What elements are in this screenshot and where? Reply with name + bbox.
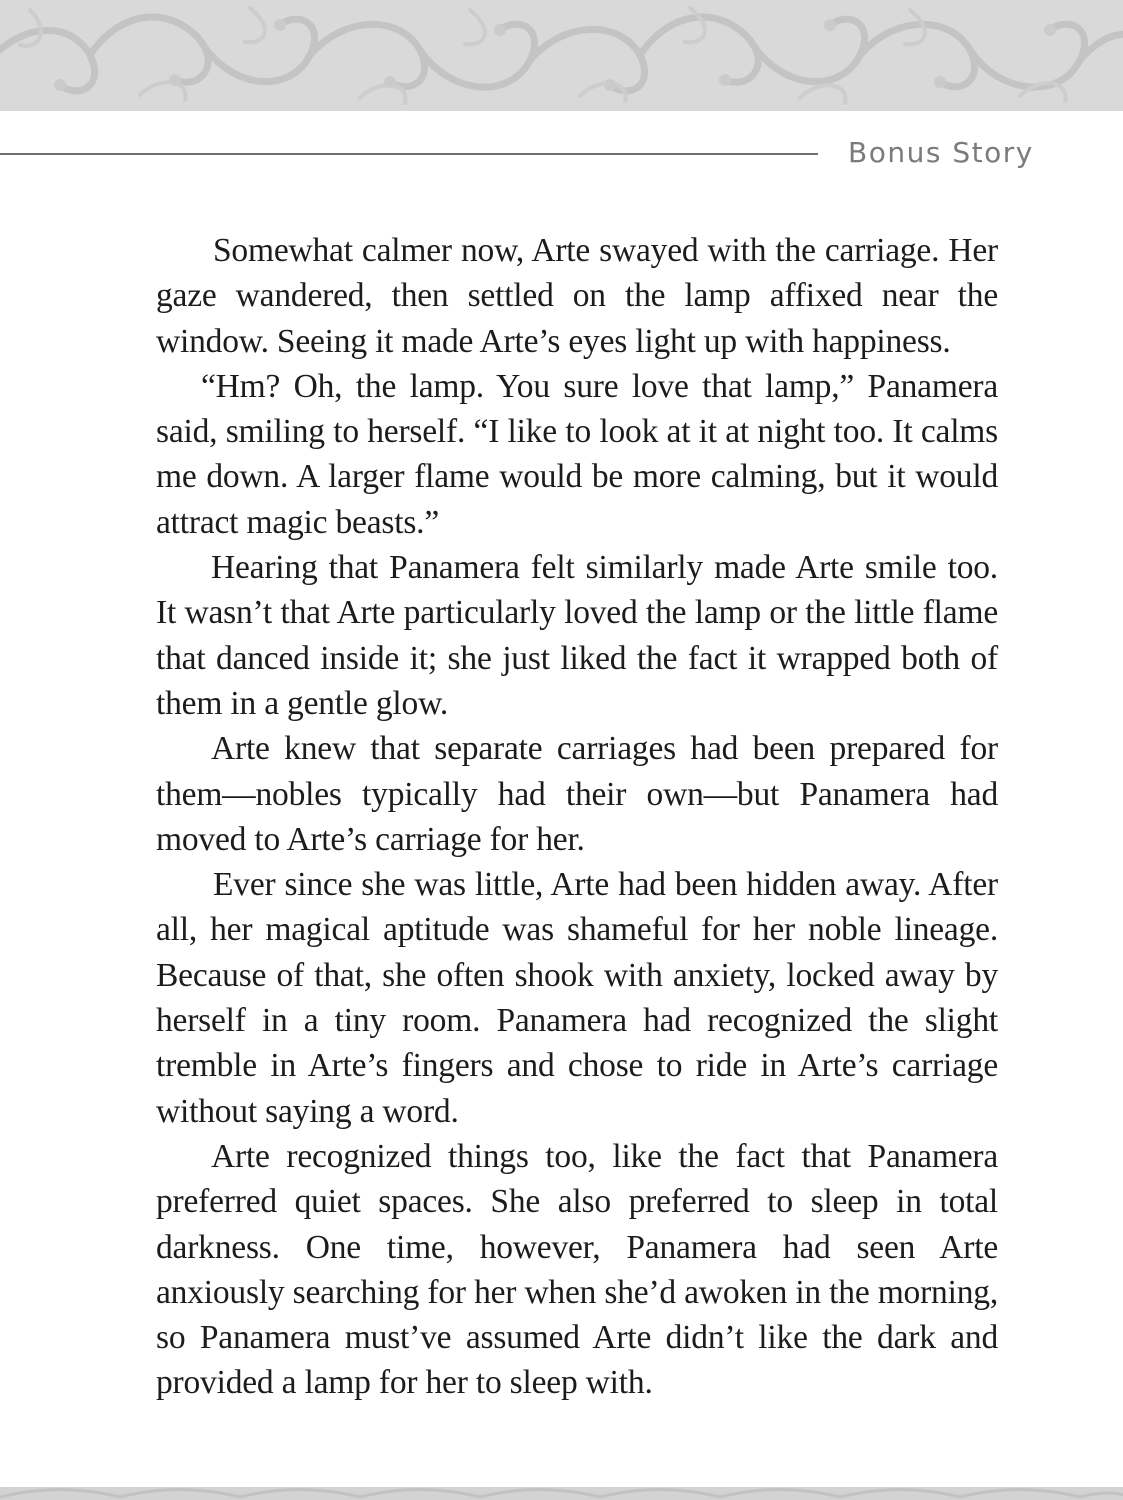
paragraph: “Hm? Oh, the lamp. You sure love that lamp,” Panamera said, smiling to herself. “I like to look at it at night too. It calms me down. A larger flame would be more calming, but it would attract magic beasts.”: [156, 367, 998, 541]
ornament-pattern: [0, 0, 1123, 111]
running-header: Bonus Story: [848, 136, 1034, 169]
paragraph: Hearing that Panamera felt similarly made Arte smile too. It wasn’t that Arte particularly loved the lamp or the little flame that danced inside it; she just liked the fact it wrapped both of them in a gentle glow.: [156, 549, 998, 722]
paragraph: Somewhat calmer now, Arte swayed with the carriage. Her gaze wandered, then settled on the lamp affixed near the window. Seeing it made Arte’s eyes light up with happiness.: [156, 232, 998, 360]
ornament-pattern-bottom: [0, 1487, 1123, 1500]
story-body: [156, 228, 998, 1406]
decorative-top-banner: [0, 0, 1123, 111]
paragraph: Arte knew that separate carriages had been prepared for them—nobles typically had their own—but Panamera had moved to Arte’s carriage for her.: [156, 730, 998, 858]
decorative-bottom-banner: [0, 1487, 1123, 1500]
paragraph: Arte recognized things too, like the fact that Panamera preferred quiet spaces. She also preferred to sleep in total darkness. One time, however, Panamera had seen Arte anxiously searching for her when she’d awoken in the morning, so Panamera must’ve assumed Arte didn’t like the dark and provided a lamp for her to sleep with.: [156, 1137, 998, 1402]
paragraph: Ever since she was little, Arte had been hidden away. After all, her magical aptitude was shameful for her noble lineage. Because of that, she often shook with anxiety, locked away by herself in a tiny room. Panamera had recognized the slight tremble in Arte’s fingers and chose to ride in Arte’s carriage without saying a word.: [156, 866, 998, 1130]
header-divider-line: [0, 153, 818, 155]
